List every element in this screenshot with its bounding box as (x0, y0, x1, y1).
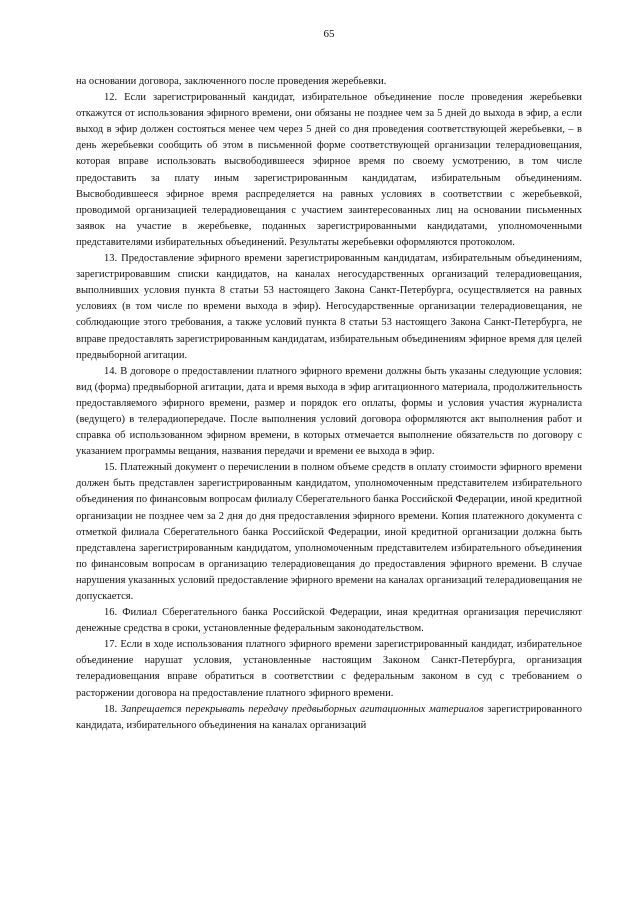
paragraph-16: 16. Филиал Сберегательного банка Российской Федерации, иная кредитная организация перечисляют денежные средства в сроки, установленные федеральным законодательством. (76, 607, 582, 635)
paragraph-12: 12. Если зарегистрированный кандидат, избирательное объединение после проведения жеребьевки откажутся от использования эфирного времени, они обязаны не позднее чем за 5 дней до выхода в эфир, а если выход в эфир должен состояться менее чем через 5 дней со дня проведения соответствующей жеребьевки, – в день жеребьевки сообщить об этом в письменной форме соответствующей организации телерадиовещания, которая вправе использовать высвободившееся эфирное время по своему усмотрению, в том числе предоставить за плату иным зарегистрированным кандидатам, избирательным объединениям. Высвободившееся эфирное время распределяется на равных условиях в соответствии с жеребьевкой, проводимой организацией телерадиовещания с участием заинтересованных лиц на основании письменных заявок на участие в жеребьевке, поданных зарегистрированными кандидатами, уполномоченными представителями избирательных объединений. Результаты жеребьевки оформляются протоколом. (76, 92, 582, 248)
paragraph-15: 15. Платежный документ о перечислении в полном объеме средств в оплату стоимости эфирного времени должен быть представлен зарегистрированным кандидатом, уполномоченным представителем избирательного объединения по финансовым вопросам филиалу Сберегательного банка Российской Федерации, иной кредитной организации не позднее чем за 2 дня до дня предоставления эфирного времени. Копия платежного документа с отметкой филиала Сберегательного банка Российской Федерации, иной кредитной организации должна быть представлена зарегистрированным кандидатом, уполномоченным представителем избирательного объединения по финансовым вопросам в организацию телерадиовещания до предоставления эфирного времени. В случае нарушения указанных условий предоставление эфирного времени на каналах организаций телерадиовещания не допускается. (76, 462, 582, 602)
paragraph-continuation: на основании договора, заключенного после проведения жеребьевки. (76, 76, 387, 87)
paragraph-18-number: 18. (104, 703, 121, 715)
paragraph-14: 14. В договоре о предоставлении платного эфирного времени должны быть указаны следующие условия: вид (форма) предвыборной агитации, дата и время выхода в эфир агитационного материала, продолжительность предоставляемого эфирного времени, размер и порядок его оплаты, формы и условия участия журналиста (ведущего) в телерадиопередаче. После выполнения условий договора оформляются акт выполнения работ и справка об использованном эфирном времени, в которых отмечается выполнение обязательств по договору с указанием программы вещания, названия передачи и времени ее выхода в эфир. (76, 365, 582, 458)
paragraph-18-italic-text: Запрещается перекрывать передачу предвыборных агитационных материалов (120, 703, 484, 715)
paragraph-13: 13. Предоставление эфирного времени зарегистрированным кандидатам, избирательным объединениям, зарегистрировавшим списки кандидатов, на каналах негосударственных организаций телерадиовещания, выполнивших условия пункта 8 статьи 53 настоящего Закона Санкт-Петербурга, осуществляется на равных условиях (в том числе по времени выхода в эфир). Негосударственные организации телерадиовещания, не соблюдающие этого требования, а также условий пункта 8 статьи 53 настоящего Закона Санкт-Петербурга, не вправе предоставлять зарегистрированным кандидатам, избирательным объединениям эфирное время для целей предвыборной агитации. (76, 253, 582, 361)
page-number: 65 (323, 28, 335, 40)
paragraph-17: 17. Если в ходе использования платного эфирного времени зарегистрированный кандидат, избирательное объединение нарушат условия, установленные настоящим Законом Санкт-Петербурга, организация телерадиовещания вправе обратиться в соответствии с федеральным законом в суд с требованием о расторжении договора на предоставление платного эфирного времени. (76, 639, 582, 699)
paragraph-18-text: зарегистрированного кандидата, избирательного объединения на каналах организаций (76, 703, 583, 731)
paragraph-18 (76, 702, 582, 734)
